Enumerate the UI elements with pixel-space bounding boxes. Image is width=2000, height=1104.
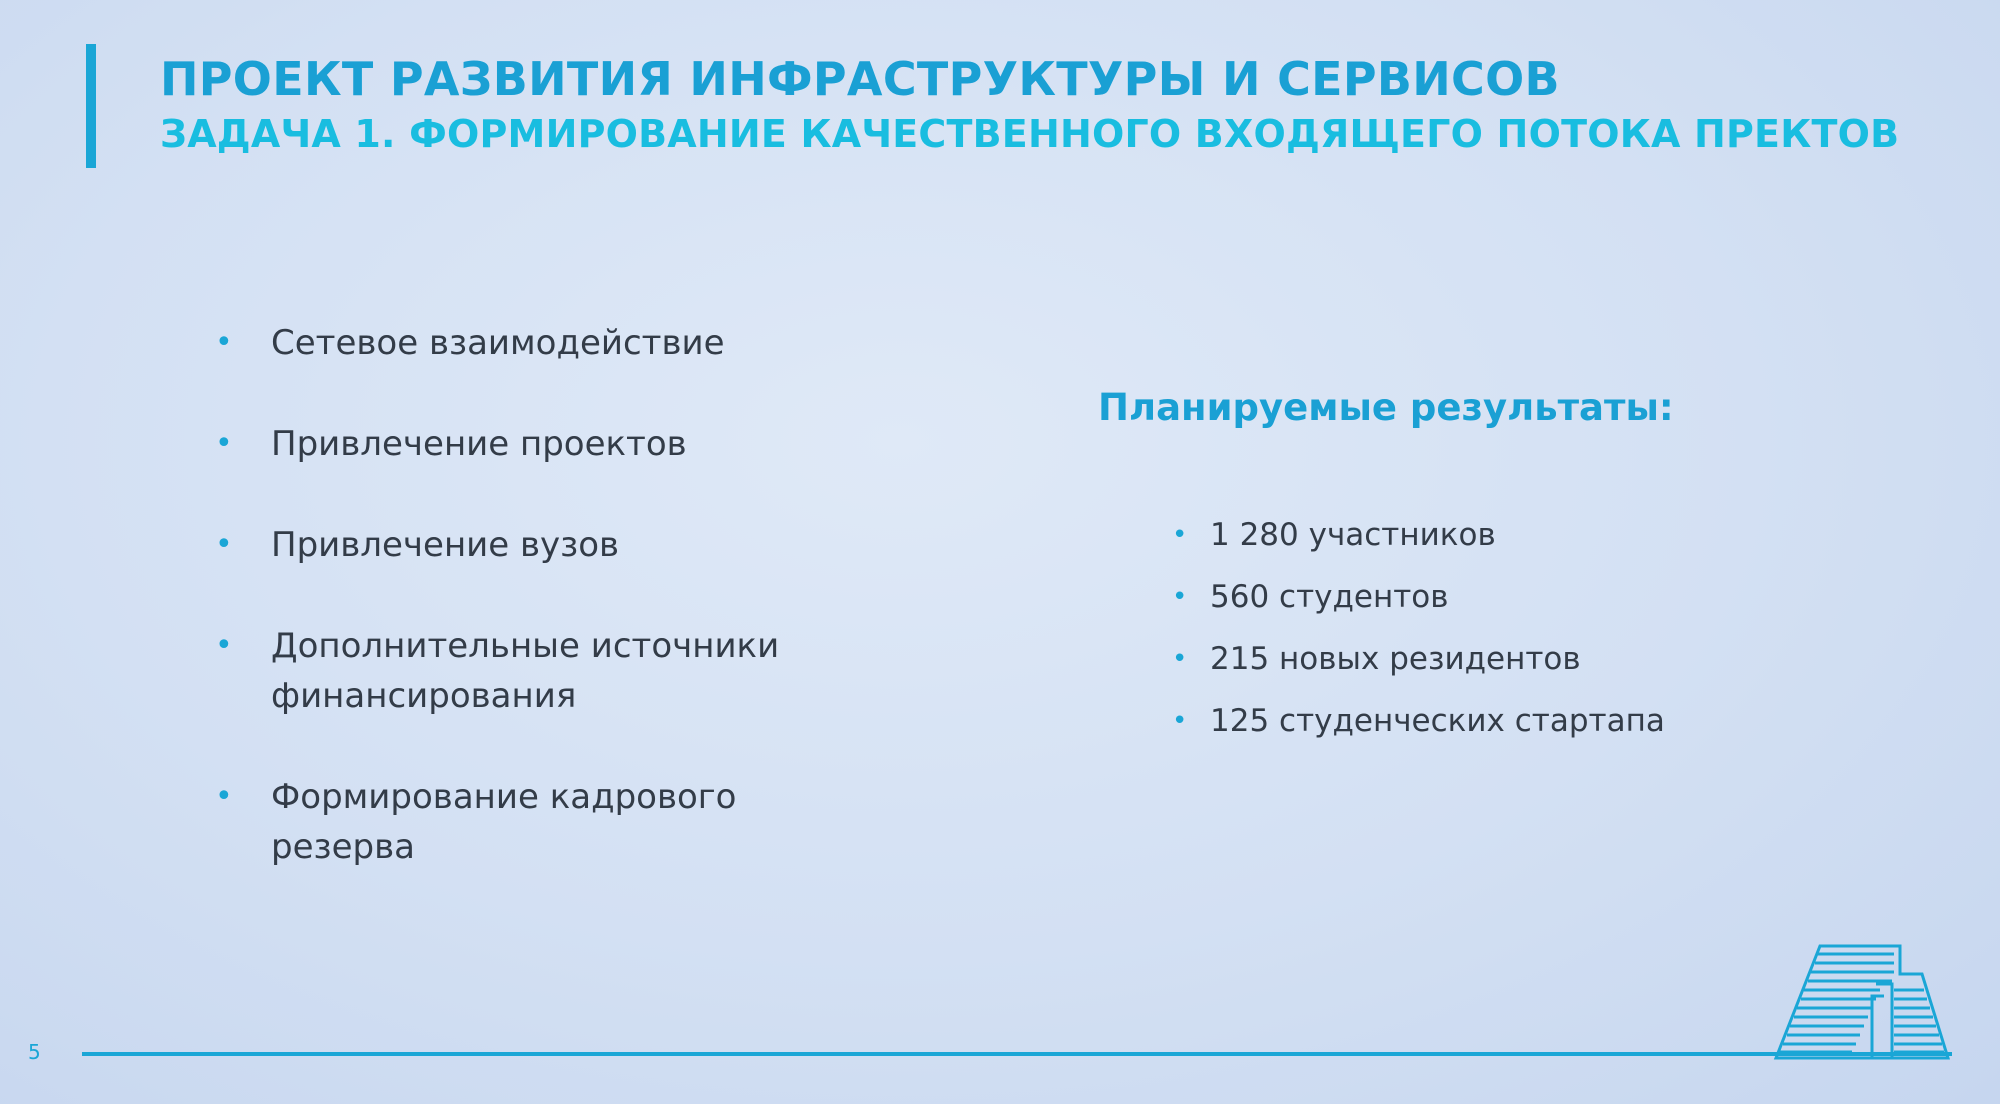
bullet-icon: • <box>215 628 233 663</box>
bullet-icon: • <box>1172 520 1188 550</box>
results-list <box>1172 504 1665 752</box>
list-item <box>1172 566 1665 628</box>
list-item <box>1172 628 1665 690</box>
bullet-icon: • <box>215 527 233 562</box>
list-item <box>1172 690 1665 752</box>
slide-title: ПРОЕКТ РАЗВИТИЯ ИНФРАСТРУКТУРЫ И СЕРВИСОВ <box>160 52 1560 106</box>
building-logo-icon <box>1772 940 1952 1064</box>
list-item <box>215 520 855 570</box>
bullet-icon: • <box>1172 582 1188 612</box>
bullet-icon: • <box>1172 706 1188 736</box>
result-text: 1 280 участников <box>1210 517 1496 553</box>
list-item-text: Привлечение проектов <box>271 424 687 464</box>
bullet-icon: • <box>1172 644 1188 674</box>
bullet-icon: • <box>215 325 233 360</box>
list-item <box>215 419 855 469</box>
result-text: 125 студенческих стартапа <box>1210 703 1665 739</box>
list-item <box>215 621 831 721</box>
slide-subtitle: ЗАДАЧА 1. ФОРМИРОВАНИЕ КАЧЕСТВЕННОГО ВХОДЯЩЕГО ПОТОКА ПРЕКТОВ <box>160 112 1900 156</box>
activities-list <box>215 318 855 923</box>
list-item-text: Дополнительные источники финансирования <box>271 626 780 716</box>
bullet-icon: • <box>215 426 233 461</box>
list-item-text: Сетевое взаимодействие <box>271 323 725 363</box>
page-number: 5 <box>28 1040 41 1064</box>
results-heading: Планируемые результаты: <box>1098 386 1674 429</box>
title-accent-bar <box>86 44 96 168</box>
result-text: 560 студентов <box>1210 579 1449 615</box>
footer-divider <box>82 1052 1952 1056</box>
list-item-text: Формирование кадрового резерва <box>271 777 737 867</box>
list-item <box>215 772 831 872</box>
list-item-text: Привлечение вузов <box>271 525 620 565</box>
list-item <box>1172 504 1665 566</box>
result-text: 215 новых резидентов <box>1210 641 1581 677</box>
bullet-icon: • <box>215 779 233 814</box>
list-item <box>215 318 855 368</box>
